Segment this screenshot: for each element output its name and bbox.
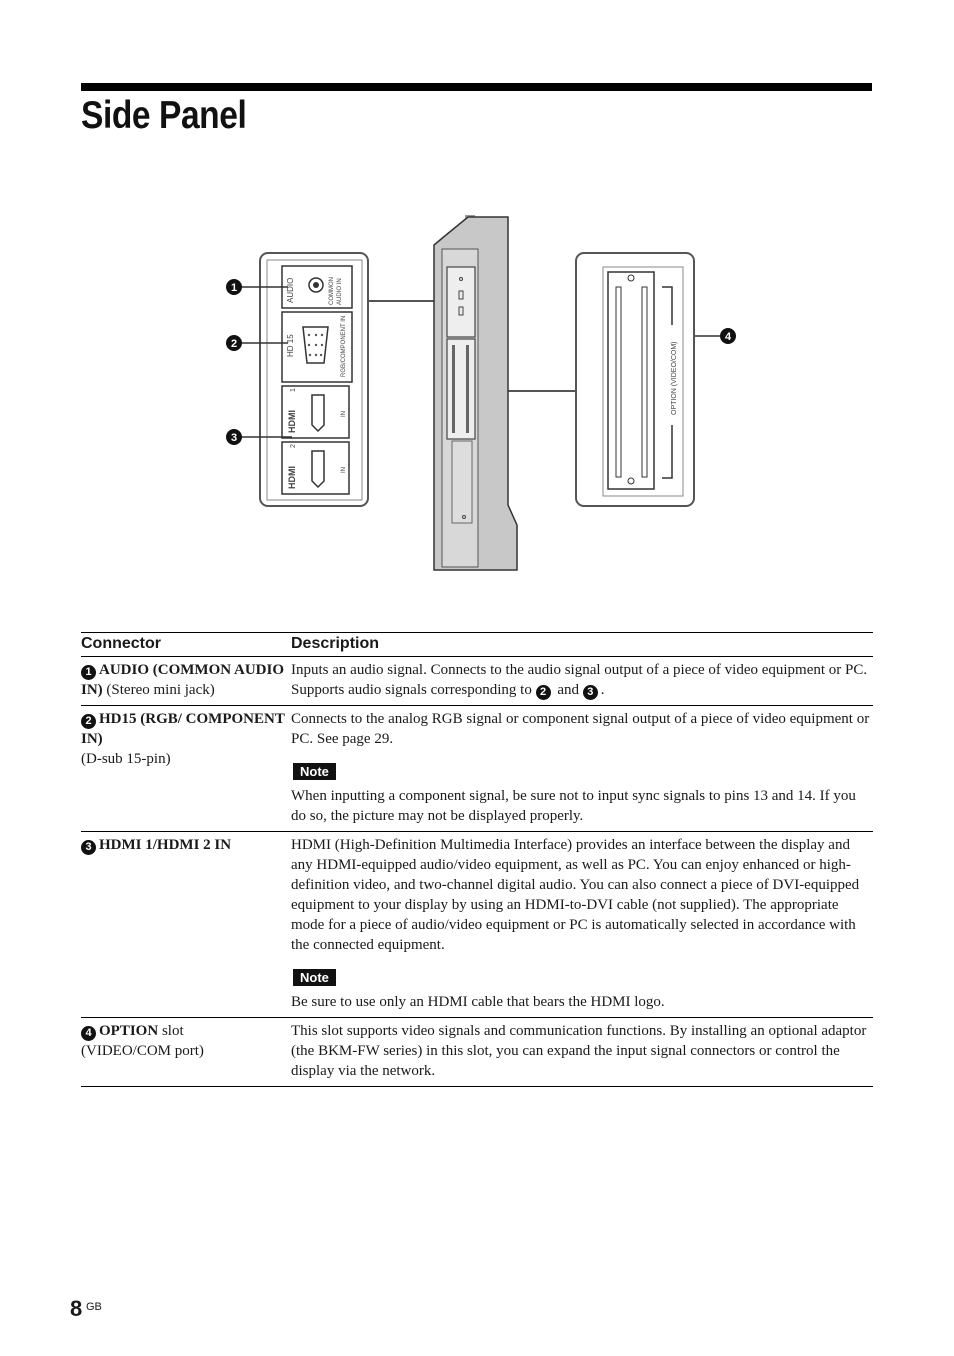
hdmi2-number: 2 bbox=[290, 444, 297, 448]
callout-3 bbox=[226, 429, 242, 445]
option-label: OPTION (VIDEO/COM) bbox=[671, 341, 678, 415]
page-language: GB bbox=[86, 1301, 102, 1313]
number-badge: 2 bbox=[81, 714, 96, 729]
ref-badge-2: 2 bbox=[536, 685, 551, 700]
note-badge: Note bbox=[293, 969, 336, 986]
table-row bbox=[81, 657, 873, 706]
hdmi2-in-label: IN bbox=[341, 467, 347, 473]
number-badge: 3 bbox=[81, 840, 96, 855]
side-option-slot bbox=[447, 339, 475, 439]
svg-text:2: 2 bbox=[230, 338, 238, 350]
connector-description: Connects to the analog RGB signal or component signal output of a piece of video equipment or PC. See page 29. bbox=[291, 711, 870, 747]
hdmi2-port bbox=[312, 451, 324, 487]
hdmi1-port bbox=[312, 395, 324, 431]
audio-in-label: AUDIO IN bbox=[337, 278, 343, 305]
connector-description: This slot supports video signals and communication functions. By installing an optional adaptor (the BKM-FW series) in this slot, you can expand the input signal connectors or control the display via the network. bbox=[291, 1023, 867, 1079]
hdmi2-logo-label: HDMI bbox=[287, 466, 297, 489]
connector-description: Inputs an audio signal. Connects to the audio signal output of a piece of video equipment or PC. Supports audio signals corresponding to 2 and 3 . bbox=[291, 662, 868, 698]
callout-1 bbox=[226, 279, 242, 295]
hdmi1-logo-label: HDMI bbox=[287, 410, 297, 433]
hdmi1-number: 1 bbox=[290, 388, 297, 392]
display-side-view bbox=[434, 215, 517, 570]
audio-label: AUDIO bbox=[286, 277, 295, 303]
top-rule bbox=[81, 83, 872, 91]
connector-name: OPTION bbox=[99, 1023, 159, 1039]
table-row bbox=[81, 832, 873, 1018]
note-text: When inputting a component signal, be sure not to input sync signals to pins 13 and 14. If you do so, the picture may not be displayed properly. bbox=[291, 788, 856, 824]
connector-type: slot bbox=[158, 1023, 184, 1039]
note-badge: Note bbox=[293, 763, 336, 780]
connector-name: AUDIO (COMMON AUDIO IN) bbox=[81, 662, 284, 698]
rgb-component-label: RGB/COMPONENT IN bbox=[341, 315, 347, 377]
connector-type-line2: (VIDEO/COM port) bbox=[81, 1043, 204, 1059]
svg-text:1: 1 bbox=[230, 282, 238, 294]
description-header: Description bbox=[291, 633, 873, 657]
number-badge: 1 bbox=[81, 665, 96, 680]
page-title: Side Panel bbox=[81, 94, 247, 137]
hdmi1-in-label: IN bbox=[341, 411, 347, 417]
side-panel-diagram bbox=[200, 205, 760, 585]
svg-text:4: 4 bbox=[724, 331, 732, 343]
number-badge: 4 bbox=[81, 1026, 96, 1041]
connector-name: HDMI 1/HDMI 2 IN bbox=[99, 837, 232, 853]
side-panel-figure bbox=[200, 205, 760, 585]
table-row bbox=[81, 706, 873, 832]
svg-text:3: 3 bbox=[230, 432, 238, 444]
ref-badge-3: 3 bbox=[583, 685, 598, 700]
callout-4 bbox=[720, 328, 736, 344]
connector-table bbox=[81, 632, 873, 1087]
note-text: Be sure to use only an HDMI cable that bears the HDMI logo. bbox=[291, 994, 665, 1010]
connector-description: HDMI (High-Definition Multimedia Interface) provides an interface between the display and any HDMI-equipped audio/video equipment, as well as PC. You can enjoy enhanced or high-definition video, and two-channel digital audio. You can also connect a piece of DVI-equipped equipment to your display by using an HDMI-to-DVI cable (not supplied). The appropriate mode for a piece of audio/video equipment or PC is automatically selected in accordance with the connected equipment. bbox=[291, 837, 860, 953]
connector-type: (D-sub 15-pin) bbox=[81, 751, 171, 767]
connector-type: (Stereo mini jack) bbox=[102, 682, 215, 698]
page-number: 8 bbox=[70, 1296, 83, 1321]
callout-2 bbox=[226, 335, 242, 351]
common-label: COMMON bbox=[329, 277, 335, 305]
table-row bbox=[81, 1018, 873, 1087]
hd15-label: HD 15 bbox=[286, 334, 295, 357]
connector-name: HD15 (RGB/ COMPONENT IN) bbox=[81, 711, 285, 747]
connector-header: Connector bbox=[81, 633, 291, 657]
